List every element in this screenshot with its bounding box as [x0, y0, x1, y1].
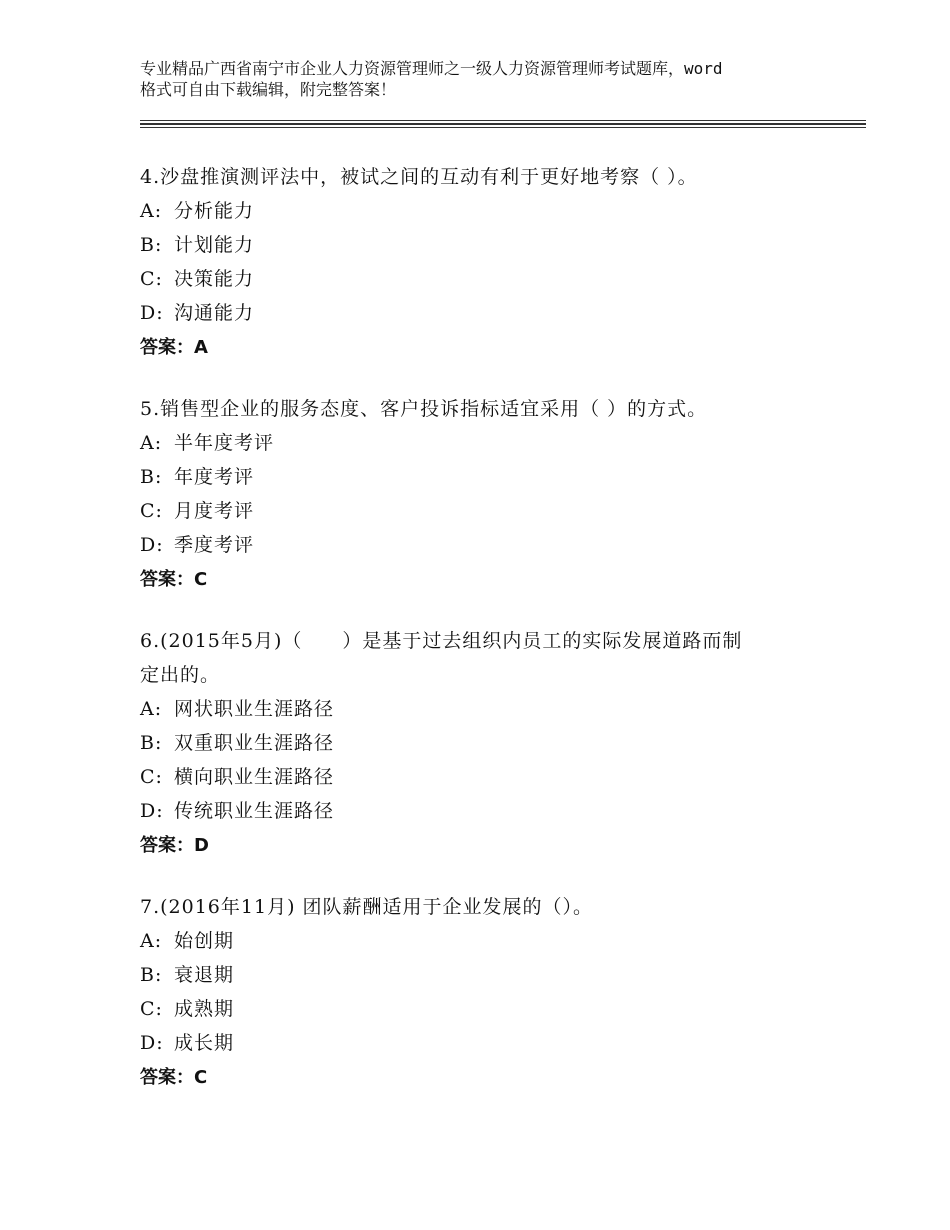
document-header	[140, 58, 840, 100]
option-letter: A:	[140, 200, 163, 222]
option-text: 衰退期	[174, 964, 235, 986]
question-item	[140, 160, 820, 366]
answer-option	[140, 924, 820, 958]
answer-option	[140, 194, 820, 228]
option-letter: B:	[140, 964, 163, 986]
answer-option	[140, 794, 820, 828]
option-text: 横向职业生涯路径	[174, 766, 335, 788]
header-divider	[140, 120, 866, 121]
answer-option	[140, 494, 820, 528]
option-letter: D:	[140, 1032, 164, 1054]
option-letter: D:	[140, 534, 164, 556]
option-letter: D:	[140, 302, 164, 324]
answer-option	[140, 262, 820, 296]
option-text: 季度考评	[174, 534, 255, 556]
option-letter: C:	[140, 500, 163, 522]
option-letter: B:	[140, 466, 163, 488]
question-stem: 5.销售型企业的服务态度、客户投诉指标适宜采用（ ）的方式。	[140, 398, 708, 420]
answer-option	[140, 426, 820, 460]
option-text: 决策能力	[174, 268, 255, 290]
option-text: 年度考评	[174, 466, 255, 488]
option-text: 计划能力	[174, 234, 255, 256]
question-item	[140, 890, 820, 1096]
option-letter: A:	[140, 432, 163, 454]
answer-key: 答案：A	[140, 337, 208, 358]
answer-key: 答案：C	[140, 1067, 208, 1088]
answer-option	[140, 228, 820, 262]
question-item	[140, 624, 820, 864]
option-text: 始创期	[174, 930, 235, 952]
option-text: 半年度考评	[174, 432, 275, 454]
header-divider	[140, 123, 866, 125]
header-divider	[140, 127, 866, 128]
question-stem: 定出的。	[140, 664, 221, 686]
question-stem: 4.沙盘推演测评法中，被试之间的互动有利于更好地考察（ ）。	[140, 166, 698, 188]
answer-key: 答案：D	[140, 835, 209, 856]
option-text: 成熟期	[174, 998, 235, 1020]
question-item	[140, 392, 820, 598]
option-text: 分析能力	[174, 200, 255, 222]
option-letter: C:	[140, 998, 163, 1020]
answer-option	[140, 958, 820, 992]
option-letter: B:	[140, 732, 163, 754]
option-text: 成长期	[174, 1032, 235, 1054]
answer-key: 答案：C	[140, 569, 208, 590]
question-stem: 7.(2016年11月) 团队薪酬适用于企业发展的（）。	[140, 896, 594, 918]
answer-option	[140, 1026, 820, 1060]
option-text: 网状职业生涯路径	[174, 698, 335, 720]
option-letter: D:	[140, 800, 164, 822]
option-letter: C:	[140, 268, 163, 290]
option-letter: B:	[140, 234, 163, 256]
option-text: 双重职业生涯路径	[174, 732, 335, 754]
option-text: 传统职业生涯路径	[174, 800, 335, 822]
header-line-1: 专业精品广西省南宁市企业人力资源管理师之一级人力资源管理师考试题库，word	[140, 59, 723, 78]
answer-option	[140, 460, 820, 494]
option-letter: A:	[140, 930, 163, 952]
header-line-2: 格式可自由下载编辑，附完整答案！	[140, 80, 397, 99]
answer-option	[140, 760, 820, 794]
question-stem: 6.(2015年5月)（ ）是基于过去组织内员工的实际发展道路而制	[140, 630, 743, 652]
option-letter: A:	[140, 698, 163, 720]
answer-option	[140, 992, 820, 1026]
answer-option	[140, 528, 820, 562]
option-text: 月度考评	[174, 500, 255, 522]
answer-option	[140, 726, 820, 760]
answer-option	[140, 692, 820, 726]
option-letter: C:	[140, 766, 163, 788]
answer-option	[140, 296, 820, 330]
option-text: 沟通能力	[174, 302, 255, 324]
question-list	[140, 160, 820, 1122]
